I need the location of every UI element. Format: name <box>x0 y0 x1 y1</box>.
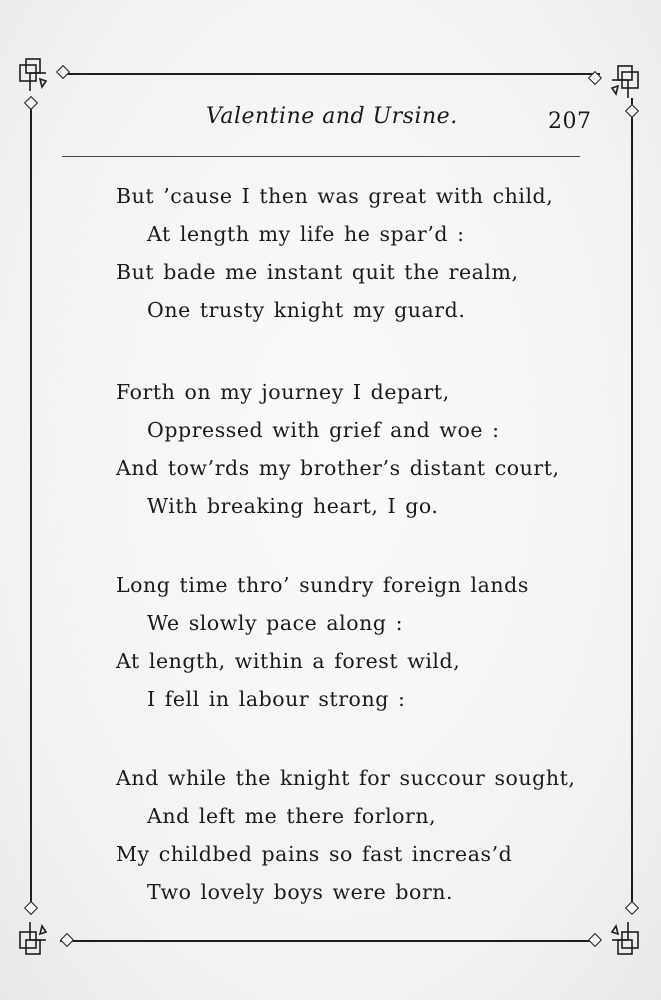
poem-line: At length my life he spar’d : <box>147 222 465 246</box>
poem-line: But ’cause I then was great with child, <box>116 184 554 208</box>
poem-line: Long time thro’ sundry foreign lands <box>116 573 529 597</box>
poem-line: And while the knight for succour sought, <box>116 766 576 790</box>
poem-line: Oppressed with grief and woe : <box>147 418 500 442</box>
poem-line: My childbed pains so fast increas’d <box>116 842 513 866</box>
header-rule <box>62 156 580 157</box>
frame-border-bottom <box>60 940 600 942</box>
poem-line: Two lovely boys were born. <box>147 880 454 904</box>
poem-line: Forth on my journey I depart, <box>116 380 450 404</box>
poem-line: With breaking heart, I go. <box>147 494 439 518</box>
corner-ornament-bottom-right <box>604 918 644 958</box>
border-diamond <box>625 104 639 118</box>
poem-line: And tow’rds my brother’s distant court, <box>116 456 560 480</box>
frame-border-right <box>631 98 633 913</box>
poem-line: One trusty knight my guard. <box>147 298 466 322</box>
border-diamond <box>24 901 38 915</box>
corner-ornament-bottom-left <box>14 918 54 958</box>
running-head: Valentine and Ursine. <box>206 104 458 129</box>
poem-line: And left me there forlorn, <box>147 804 437 828</box>
border-diamond <box>588 933 602 947</box>
border-diamond <box>24 96 38 110</box>
poem-line: But bade me instant quit the realm, <box>116 260 519 284</box>
border-diamond <box>60 933 74 947</box>
poem-line: I fell in labour strong : <box>147 687 406 711</box>
frame-border-left <box>30 98 32 913</box>
corner-ornament-top-right <box>604 62 644 102</box>
border-diamond <box>625 901 639 915</box>
page-number: 207 <box>548 109 592 134</box>
corner-ornament-top-left <box>14 55 54 95</box>
poem-line: At length, within a forest wild, <box>116 649 461 673</box>
border-diamond <box>56 65 70 79</box>
poem-line: We slowly pace along : <box>147 611 404 635</box>
frame-border-top <box>60 73 600 75</box>
